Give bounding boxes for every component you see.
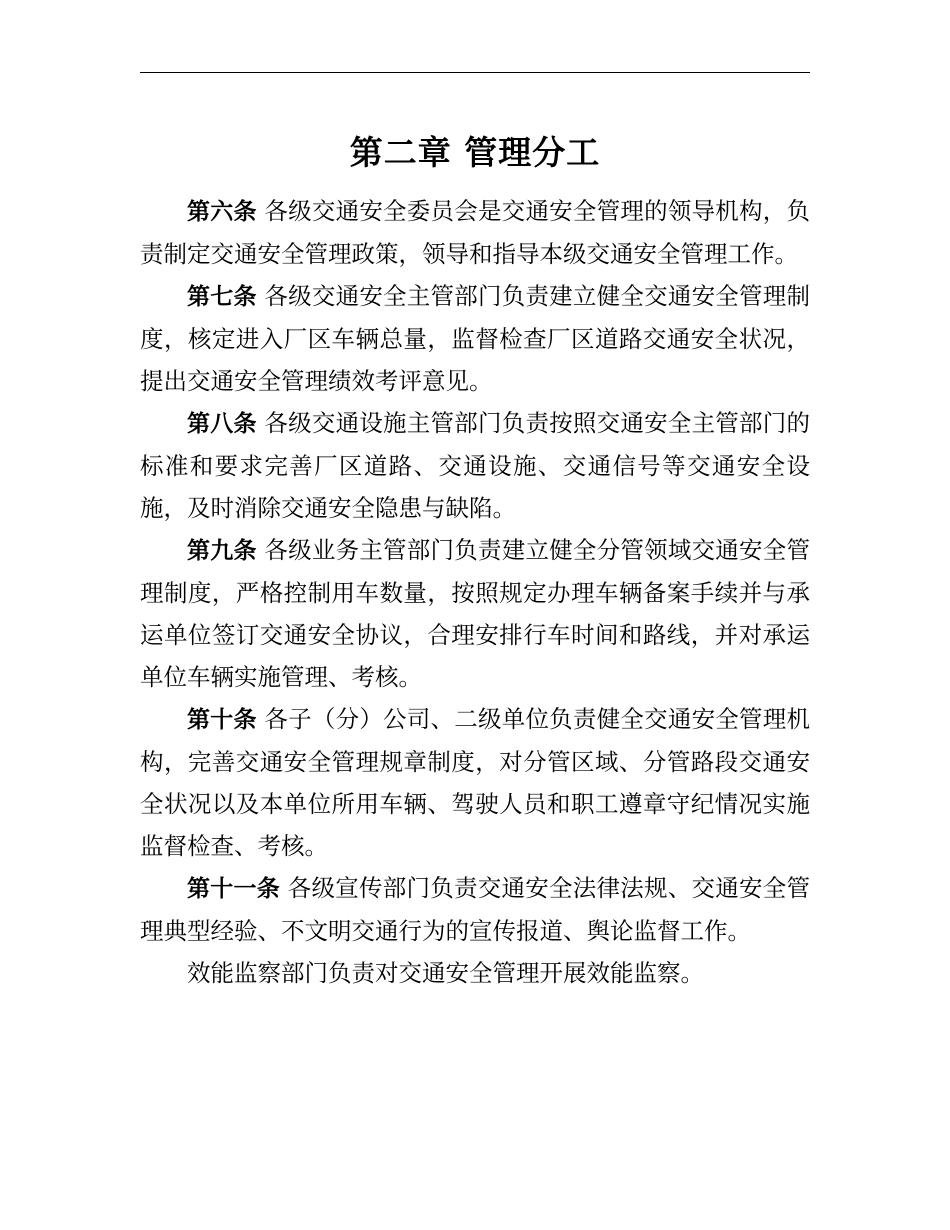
article-text: 各级业务主管部门负责建立健全分管领域交通安全管理制度，严格控制用车数量，按照规定办理车辆备案手续并与承运单位签订交通安全协议，合理安排行车时间和路线，并对承运单位车辆实施管理、考核。 xyxy=(140,536,810,691)
article-number: 第七条 xyxy=(187,284,257,310)
article-text: 各级交通设施主管部门负责按照交通安全主管部门的标准和要求完善厂区道路、交通设施、交通信号等交通安全设施，及时消除交通安全隐患与缺陷。 xyxy=(140,409,810,522)
document-body xyxy=(140,190,810,994)
article-text: 各级交通安全委员会是交通安全管理的领导机构，负责制定交通安全管理政策，领导和指导本级交通安全管理工作。 xyxy=(140,197,810,268)
article-number: 第八条 xyxy=(187,411,257,437)
article-number: 第十一条 xyxy=(187,876,281,902)
article-text: 各级交通安全主管部门负责建立健全交通安全管理制度，核定进入厂区车辆总量，监督检查厂区道路交通安全状况，提出交通安全管理绩效考评意见。 xyxy=(140,282,810,395)
article-text: 各子（分）公司、二级单位负责健全交通安全管理机构，完善交通安全管理规章制度，对分管区域、分管路段交通安全状况以及本单位所用车辆、驾驶人员和职工遵章守纪情况实施监督检查、考核。 xyxy=(140,705,810,860)
article-text: 各级宣传部门负责交通安全法律法规、交通安全管理典型经验、不文明交通行为的宣传报道、舆论监督工作。 xyxy=(140,874,810,945)
article-6 xyxy=(140,190,810,275)
article-number: 第九条 xyxy=(187,538,257,564)
article-number: 第十条 xyxy=(187,707,257,733)
article-10 xyxy=(140,698,810,867)
article-7 xyxy=(140,275,810,402)
closing-paragraph: 效能监察部门负责对交通安全管理开展效能监察。 xyxy=(187,959,704,987)
article-number: 第六条 xyxy=(187,199,257,225)
article-9 xyxy=(140,529,810,698)
article-8 xyxy=(140,402,810,529)
chapter-title: 第二章 管理分工 xyxy=(349,133,601,172)
header-rule xyxy=(140,72,810,73)
article-11 xyxy=(140,867,810,952)
